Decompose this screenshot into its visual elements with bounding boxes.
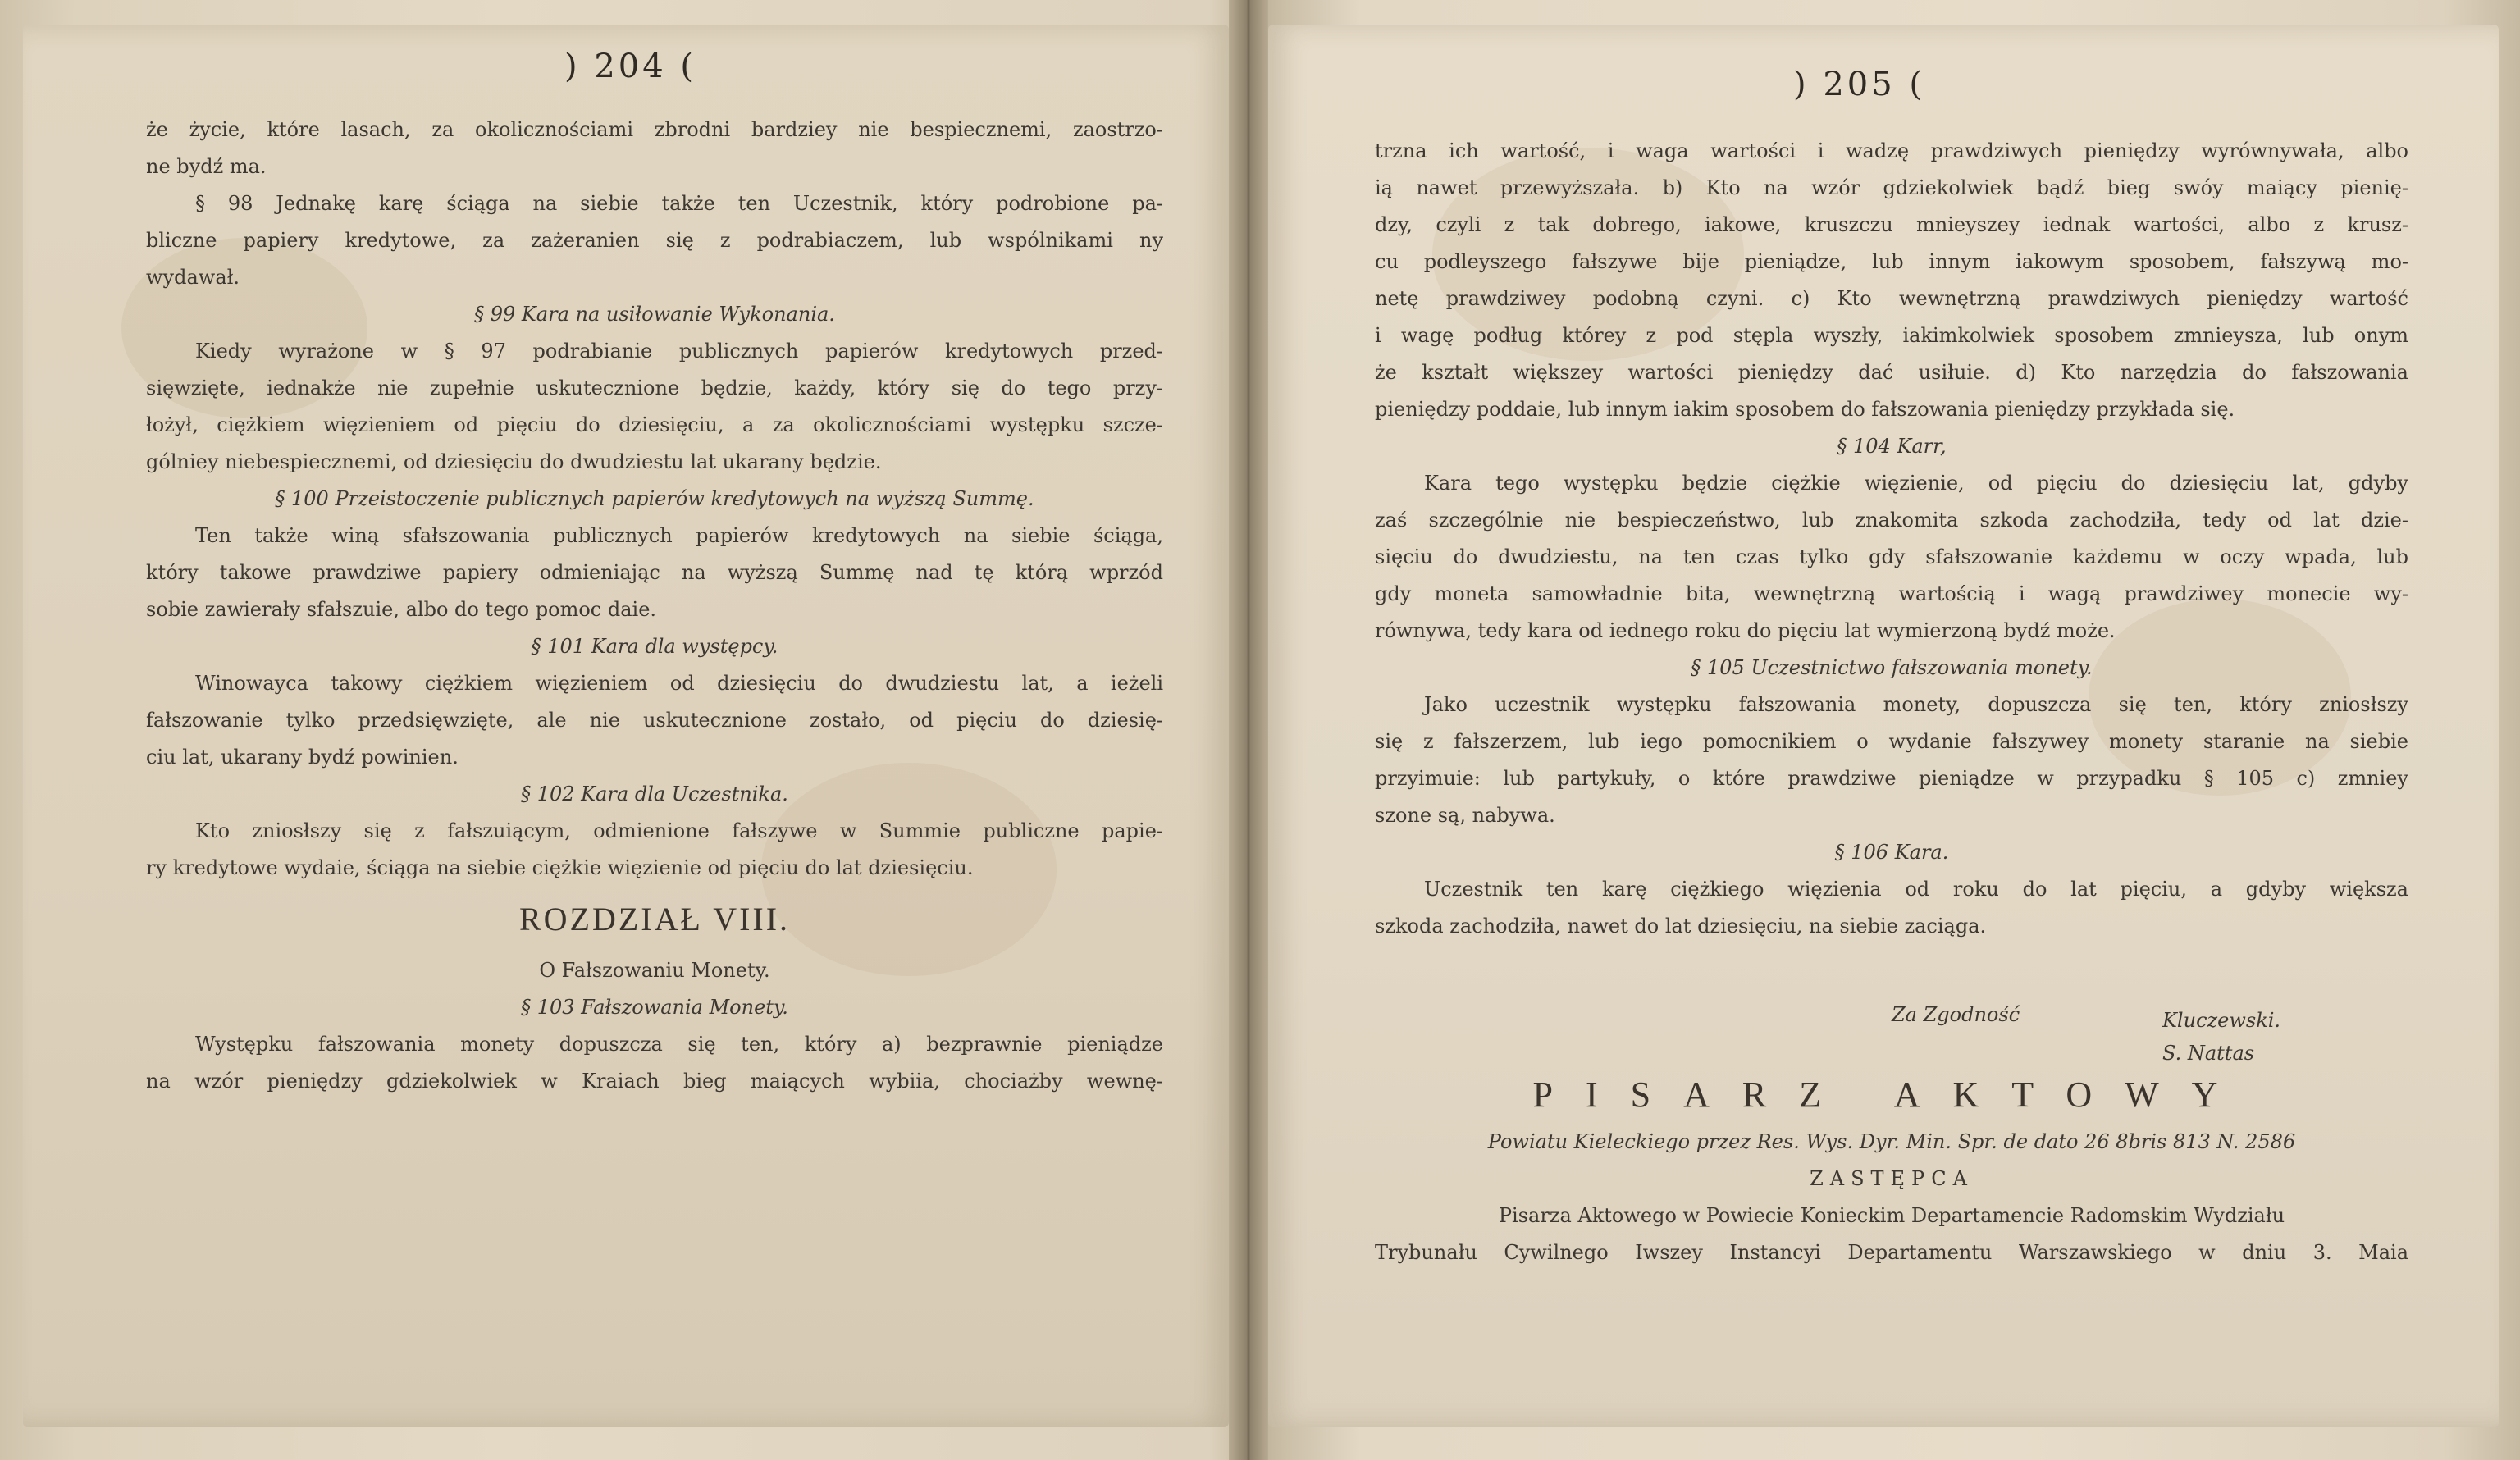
- text-line: że kształt większey wartości pieniędzy dać usiłuie. d) Kto narzędzia do fałszowania: [1375, 361, 2408, 384]
- text-line: gólniey niebespiecznemi, od dziesięciu do dwudziestu lat ukarany będzie.: [146, 450, 882, 473]
- paragraph-98-line: § 98 Jednakę karę ściąga na siebie także ten Uczestnik, który podrobione pa-: [195, 192, 1163, 215]
- text-line: ciu lat, ukarany bydź powinien.: [146, 746, 459, 769]
- text-line: pieniędzy poddaie, lub innym iakim sposobem do fałszowania pieniędzy przykłada się.: [1375, 398, 2235, 421]
- text-line: że życie, które lasach, za okolicznościami zbrodni bardziey nie bespiecznemi, zaostrzo-: [146, 118, 1163, 141]
- text-line: ią nawet przewyższała. b) Kto na wzór gdziekolwiek bądź bieg swóy maiący pienię-: [1375, 176, 2408, 199]
- text-line: wydawał.: [146, 266, 240, 289]
- section-heading-106: § 106 Kara.: [1834, 841, 1949, 864]
- signature-name-1: Kluczewski.: [2162, 1009, 2281, 1032]
- text-line: Kiedy wyrażone w § 97 podrabianie publicznych papierów kredytowych przed-: [195, 340, 1163, 363]
- text-line: sięciu do dwudziestu, na ten czas tylko gdy sfałszowanie każdemu w oczy wpada, lub: [1375, 545, 2408, 568]
- footer-title: PISARZ AKTOWY: [1532, 1074, 2251, 1115]
- page-number-left: ) 204 (: [564, 48, 696, 85]
- page-number-right: ) 205 (: [1793, 66, 1925, 103]
- text-line: się z fałszerzem, lub iego pomocnikiem o wydanie fałszywey monety staranie na siebie: [1375, 730, 2408, 753]
- text-line: fałszowanie tylko przedsięwzięte, ale nie uskutecznione zostało, od pięciu do dziesię-: [146, 709, 1163, 732]
- chapter-subtitle: O Fałszowaniu Monety.: [539, 959, 770, 982]
- text-line: Jako uczestnik występku fałszowania monety, dopuszcza się ten, który zniosłszy: [1424, 693, 2408, 716]
- text-line: gdy moneta samowładnie bita, wewnętrzną wartością i wagą prawdziwey monecie wy-: [1375, 582, 2408, 605]
- conformity-note: Za Zgodność: [1892, 1003, 2020, 1026]
- section-heading-104: § 104 Karr,: [1837, 435, 1947, 458]
- text-line: przyimuie: lub partykuły, o które prawdziwe pieniądze w przypadku § 105 c) zmniey: [1375, 767, 2408, 790]
- text-line: Uczestnik ten karę ciężkiego więzienia od roku do lat pięciu, a gdyby większa: [1424, 878, 2408, 901]
- text-line: łożył, ciężkiem więzieniem od pięciu do dziesięciu, a za okolicznościami występku szcze-: [146, 413, 1163, 436]
- text-line: bliczne papiery kredytowe, za zażeranien się z podrabiaczem, lub wspólnikami ny: [146, 229, 1163, 252]
- text-line: zaś szczególnie nie bespieczeństwo, lub znakomita szkoda zachodziła, tedy od lat dzie-: [1375, 509, 2408, 532]
- footer-block: [1375, 1066, 2408, 1271]
- text-line: ry kredytowe wydaie, ściąga na siebie ciężkie więzienie od pięciu do lat dziesięciu.: [146, 856, 974, 879]
- text-line: który takowe prawdziwe papiery odmieniając na wyższą Summę nad tę którą wprzód: [146, 561, 1163, 584]
- text-line: Winowayca takowy ciężkiem więzieniem od dziesięciu do dwudziestu lat, a ieżeli: [195, 672, 1163, 695]
- text-line: sobie zawierały sfałszuie, albo do tego pomoc daie.: [146, 598, 657, 621]
- right-text-block: [1375, 133, 2408, 945]
- text-line: Kto zniosłszy się z fałszuiącym, odmienione fałszywe w Summie publiczne papie-: [195, 819, 1163, 842]
- text-line: na wzór pieniędzy gdziekolwiek w Kraiach bieg maiących wybiia, chociażby wewnę-: [146, 1070, 1163, 1093]
- left-page: [23, 25, 1229, 1427]
- chapter-heading: ROZDZIAŁ VIII.: [518, 901, 791, 938]
- text-line: cu podleyszego fałszywe bije pieniądze, lub innym iakowym sposobem, fałszywą mo-: [1375, 250, 2408, 273]
- text-line: Ten także winą sfałszowania publicznych papierów kredytowych na siebie ściąga,: [195, 524, 1163, 547]
- text-line: i wagę podług którey z pod stępla wyszły, iakimkolwiek sposobem zmnieysza, lub onym: [1375, 324, 2408, 347]
- text-line: szone są, nabywa.: [1375, 804, 1555, 827]
- section-heading-101: § 101 Kara dla występcy.: [531, 635, 778, 658]
- text-line: sięwzięte, iednakże nie zupełnie uskutecznione będzie, każdy, który się do tego przy-: [146, 376, 1163, 399]
- text-line: netę prawdziwey podobną czyni. c) Kto wewnętrzną prawdziwych pieniędzy wartość: [1375, 287, 2408, 310]
- right-page: [1268, 25, 2499, 1427]
- section-heading-103: § 103 Fałszowania Monety.: [521, 996, 788, 1019]
- section-heading-100: § 100 Przeistoczenie publicznych papierów kredytowych na wyższą Summę.: [275, 487, 1034, 510]
- section-heading-102: § 102 Kara dla Uczestnika.: [521, 782, 788, 805]
- text-line: szkoda zachodziła, nawet do lat dziesięciu, na siebie zaciąga.: [1375, 915, 1987, 938]
- text-line: Kara tego występku będzie ciężkie więzienie, od pięciu do dziesięciu lat, gdyby: [1424, 472, 2408, 495]
- text-line: trzna ich wartość, i waga wartości i wadzę prawdziwych pieniędzy wyrównywała, albo: [1375, 139, 2408, 162]
- book-gutter: [1229, 0, 1268, 1460]
- section-heading-99: § 99 Kara na usiłowanie Wykonania.: [474, 303, 835, 326]
- footer-line-2: ZASTĘPCA: [1810, 1167, 1974, 1190]
- footer-line-3: Pisarza Aktowego w Powiecie Konieckim Departamencie Radomskim Wydziału: [1498, 1204, 2285, 1227]
- text-line: dzy, czyli z tak dobrego, iakowe, kruszczu mnieyszey iednak wartości, albo z krusz-: [1375, 213, 2408, 236]
- section-heading-105: § 105 Uczestnictwo fałszowania monety.: [1691, 656, 2093, 679]
- footer-line-4: Trybunału Cywilnego Iwszey Instancyi Departamentu Warszawskiego w dniu 3. Maia: [1375, 1241, 2408, 1264]
- signature-name-2: S. Nattas: [2162, 1042, 2255, 1065]
- left-text-block: [146, 112, 1163, 1100]
- text-line: Występku fałszowania monety dopuszcza się ten, który a) bezprawnie pieniądze: [195, 1033, 1163, 1056]
- text-line: równywa, tedy kara od iednego roku do pięciu lat wymierzoną bydź może.: [1375, 619, 2116, 642]
- text-line: ne bydź ma.: [146, 155, 267, 178]
- footer-line-1: Powiatu Kieleckiego przez Res. Wys. Dyr. Min. Spr. de dato 26 8bris 813 N. 2586: [1487, 1130, 2296, 1153]
